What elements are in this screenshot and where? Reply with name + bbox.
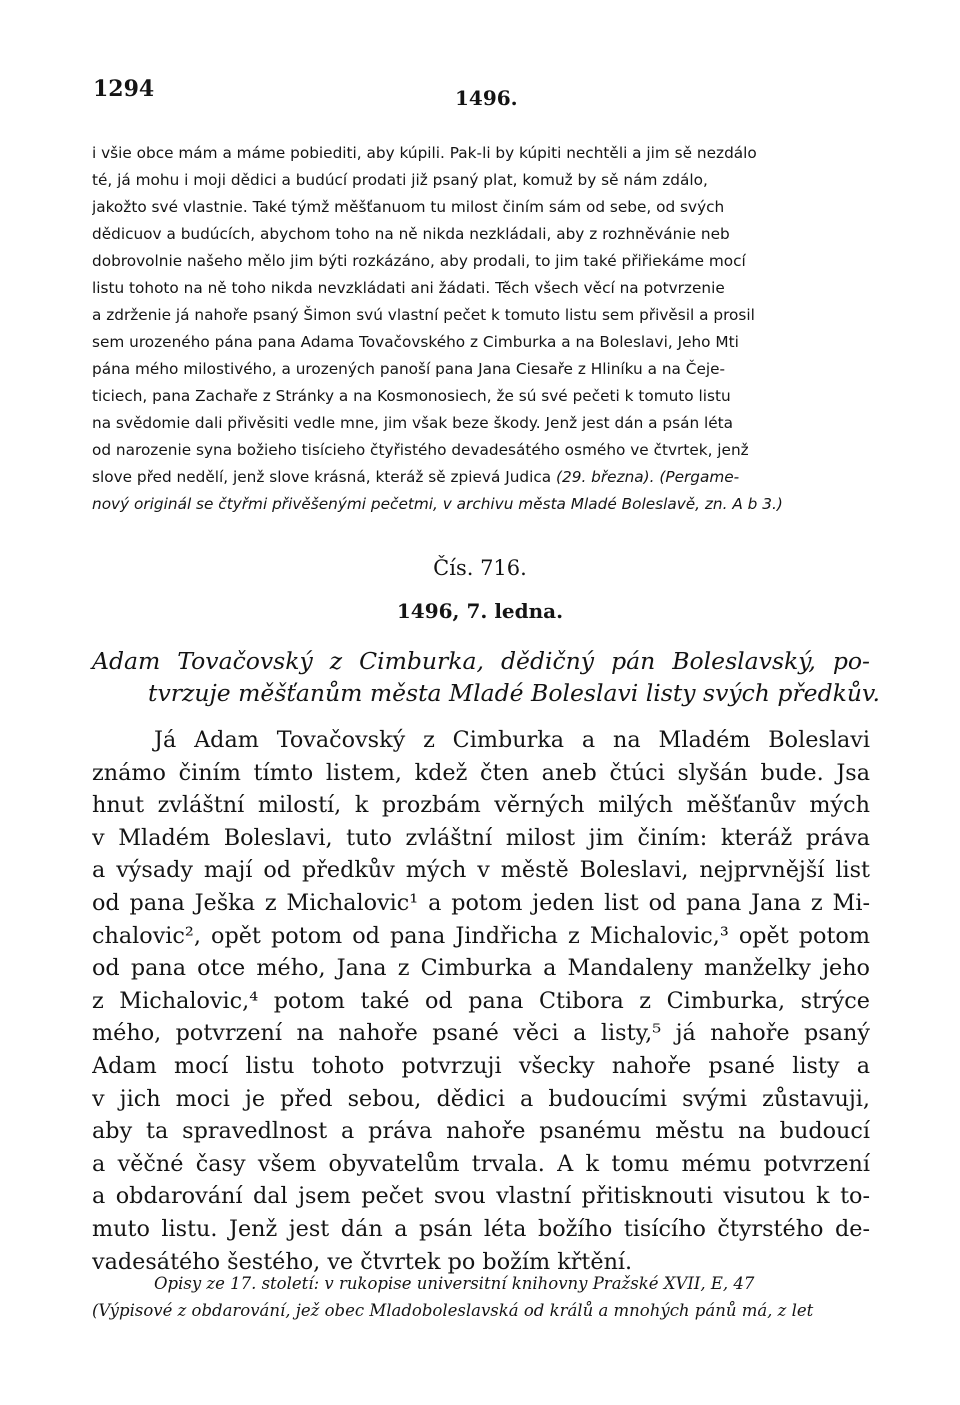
previous-text-fragment: slove před nedělí, jenž slove krásná, kteráž sě zpievá Judica [92, 468, 557, 486]
text-line: v jich moci je před sebou, dědici a budoucími svými zůstavuji, [92, 1085, 870, 1112]
regest-line: Adam Tovačovský z Cimburka, dědičný pán Boleslavský, po- [92, 647, 870, 675]
text-line: a výsady mají od předkův mých v městě Boleslavi, nejprvnější list [92, 857, 870, 884]
previous-text-line: dědicuov a budúcích, abychom toho na ně nikda nezkládali, aby z rozhněvánie neb [92, 225, 730, 243]
text-line: Adam mocí listu tohoto potvrzuji všecky nahoře psané listy a [92, 1052, 870, 1079]
text-line: v Mladém Boleslavi, tuto zvláštní milost jim činím: kteráž práva [92, 824, 870, 851]
source-line: Opisy ze 17. století: v rukopise universitní knihovny Pražské XVII, E, 47 [154, 1274, 755, 1293]
previous-text-line: sem urozeného pána pana Adama Tovačovského z Cimburka a na Boleslavi, Jeho Mti [92, 333, 739, 351]
archival-note-start: (Pergame- [654, 468, 740, 486]
text-line: od pana otce mého, Jana z Cimburka a Mandaleny manželky jeho [92, 955, 870, 982]
text-line: muto listu. Jenž jest dán a psán léta božího tisícího čtyrstého de- [92, 1215, 870, 1242]
previous-text-line: od narozenie syna božieho tisícieho čtyřistého devadesátého osmého ve čtvrtek, jenž [92, 441, 749, 459]
previous-text-line [92, 464, 870, 491]
text-line: z Michalovic,⁴ potom také od pana Ctibora z Cimburka, strýce [92, 987, 870, 1014]
document-regest [92, 645, 880, 709]
previous-text-line: na svědomie dali přivěsiti vedle mne, jim však beze škody. Jenž jest dán a psán léta [92, 414, 734, 432]
text-line: hnut zvláštní milostí, k prozbám věrných milých měšťanův mých [92, 792, 870, 819]
previous-date-note: (29. března). [556, 468, 655, 486]
text-line: známo činím tímto listem, kdež čten aneb čtúci slyšán bude. Jsa [92, 759, 870, 786]
text-line: Já Adam Tovačovský z Cimburka a na Mladém Boleslavi [154, 727, 870, 753]
previous-text-line: jakožto své vlastnie. Také týmž měšťanuom tu milost činím sám od sebe, od svých [92, 198, 725, 216]
text-line: od pana Ješka z Michalovic¹ a potom jeden list od pana Jana z Mi- [92, 889, 870, 916]
previous-text-line: i všie obce mám a máme pobiediti, aby kúpili. Pak-li by kúpiti nechtěli a jim sě nezdálo [92, 144, 757, 162]
source-note [92, 1270, 870, 1324]
previous-text-line: pána mého milostivého, a urozených panoší pana Jana Ciesaře z Hliníku a na Čeje- [92, 360, 726, 378]
document-number: Čís. 716. [433, 556, 527, 580]
text-line: chalovic², opět potom od pana Jindřicha z Michalovic,³ opět potom [92, 922, 870, 949]
text-line: a věčné časy všem obyvatelům trvala. A k tomu mému potvrzení [92, 1150, 870, 1177]
document-text [92, 724, 870, 1278]
running-head-year: 1496. [455, 86, 518, 110]
text-line: aby ta spravedlnost a práva nahoře psanému městu na budoucí [92, 1118, 870, 1145]
page-number: 1294 [93, 76, 155, 102]
previous-text-line: ticiech, pana Zachaře z Stránky a na Kosmonosiech, že sú své pečeti k tomuto listu [92, 387, 731, 405]
regest-line: tvrzuje měšťanům města Mladé Boleslavi listy svých předkův. [148, 679, 880, 707]
source-line: (Výpisové z obdarování, jež obec Mladoboleslavská od králů a mnohých pánů má, z let [92, 1301, 814, 1320]
document-date: 1496, 7. ledna. [396, 599, 564, 623]
previous-text-line: té, já mohu i moji dědici a budúcí prodati již psaný plat, komuž by sě nám zdálo, [92, 171, 708, 189]
previous-text-line: a zdrženie já nahoře psaný Šimon svú vlastní pečet k tomuto listu sem přivěsil a prosil [92, 306, 755, 324]
text-line: mého, potvrzení na nahoře psané věci a listy,⁵ já nahoře psaný [92, 1020, 870, 1047]
previous-text-line: dobrovolnie našeho mělo jim býti rozkázáno, aby prodali, to jim také přiřiekáme mocí [92, 252, 746, 270]
previous-document-ending [92, 140, 870, 518]
text-line: vadesátého šestého, ve čtvrtek po božím křtění. [92, 1248, 633, 1275]
previous-text-line: listu tohoto na ně toho nikda nevzkládati ani žádati. Těch všech věcí na potvrzenie [92, 279, 725, 297]
archival-note: nový originál se čtyřmi přivěšenými pečetmi, v archivu města Mladé Boleslavě, zn. A b 3.) [92, 495, 783, 513]
text-line: a obdarování dal jsem pečet svou vlastní přitisknouti visutou k to- [92, 1183, 870, 1210]
